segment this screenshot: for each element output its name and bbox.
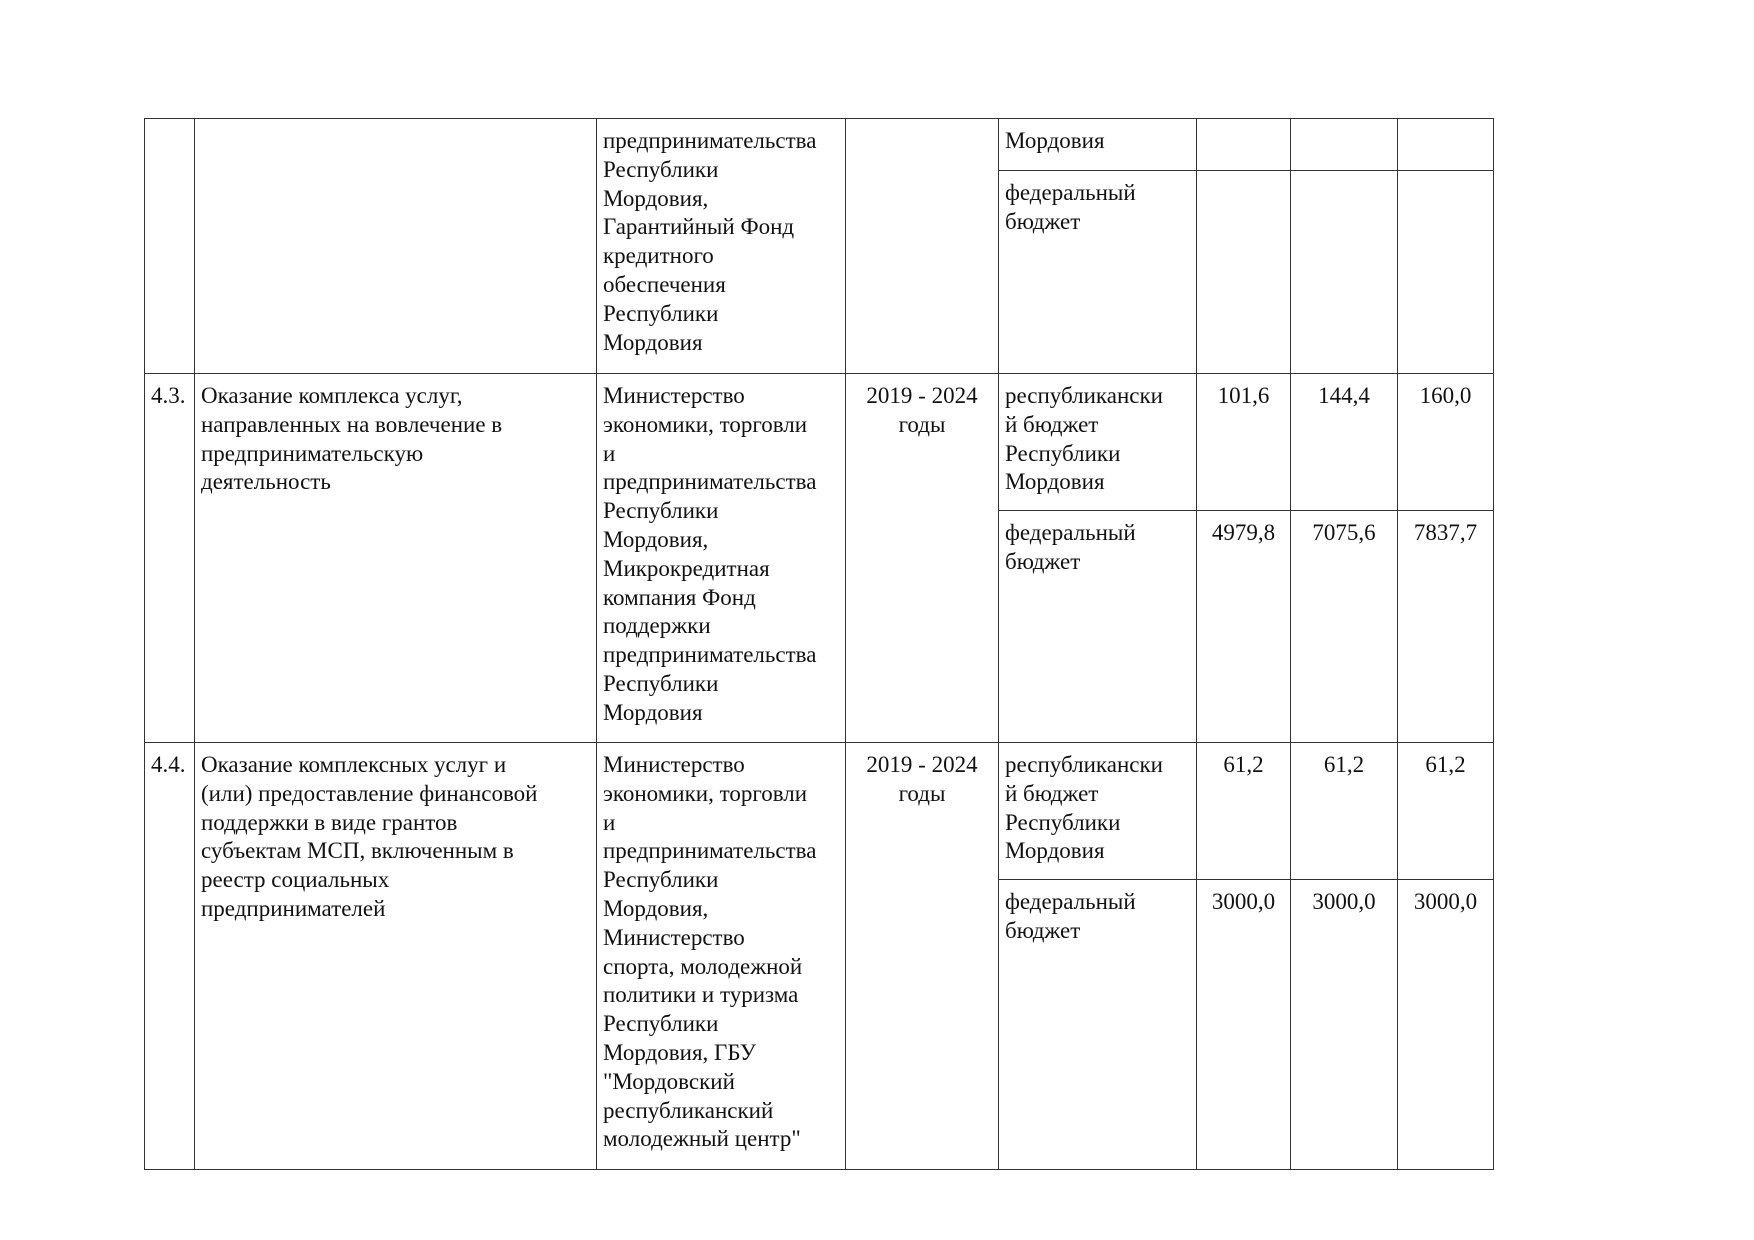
item-number: 4.3. bbox=[145, 374, 195, 743]
funding-source: республикански й бюджет Республики Мордовия bbox=[999, 743, 1197, 880]
funding-source: республикански й бюджет Республики Мордовия bbox=[999, 374, 1197, 511]
value-year-3: 61,2 bbox=[1398, 743, 1494, 880]
value-year-2: 7075,6 bbox=[1291, 511, 1398, 743]
value-year-3: 7837,7 bbox=[1398, 511, 1494, 743]
value-year-3: 160,0 bbox=[1398, 374, 1494, 511]
item-name: Оказание комплексных услуг и (или) предоставление финансовой поддержки в виде грантов субъектам МСП, включенным в реестр социальных предпринимателей bbox=[195, 743, 597, 1170]
value-year-1: 3000,0 bbox=[1197, 880, 1291, 1170]
value-year-1: 61,2 bbox=[1197, 743, 1291, 880]
table-row bbox=[145, 374, 1494, 511]
value-year-2: 61,2 bbox=[1291, 743, 1398, 880]
value-year-1: 4979,8 bbox=[1197, 511, 1291, 743]
value-year-1 bbox=[1197, 171, 1291, 374]
funding-source: федеральный бюджет bbox=[999, 171, 1197, 374]
item-period: 2019 - 2024 годы bbox=[846, 374, 999, 743]
item-period: 2019 - 2024 годы bbox=[846, 743, 999, 1170]
value-year-2: 144,4 bbox=[1291, 374, 1398, 511]
funding-source: федеральный бюджет bbox=[999, 511, 1197, 743]
value-year-2 bbox=[1291, 119, 1398, 171]
value-year-2 bbox=[1291, 171, 1398, 374]
value-year-1 bbox=[1197, 119, 1291, 171]
funding-source: Мордовия bbox=[999, 119, 1197, 171]
funding-source: федеральный бюджет bbox=[999, 880, 1197, 1170]
value-year-2: 3000,0 bbox=[1291, 880, 1398, 1170]
value-year-1: 101,6 bbox=[1197, 374, 1291, 511]
table-row bbox=[145, 743, 1494, 880]
table-row bbox=[145, 119, 1494, 171]
item-period bbox=[846, 119, 999, 374]
item-number: 4.4. bbox=[145, 743, 195, 1170]
budget-table bbox=[144, 118, 1494, 1170]
value-year-3 bbox=[1398, 171, 1494, 374]
item-executor: Министерство экономики, торговли и предпринимательства Республики Мордовия, Микрокредитная компания Фонд поддержки предпринимательства Республики Мордовия bbox=[597, 374, 846, 743]
item-name: Оказание комплекса услуг, направленных на вовлечение в предпринимательскую деятельность bbox=[195, 374, 597, 743]
item-executor: Министерство экономики, торговли и предпринимательства Республики Мордовия, Министерство спорта, молодежной политики и туризма Республики Мордовия, ГБУ "Мордовский республиканский молодежный центр" bbox=[597, 743, 846, 1170]
item-name bbox=[195, 119, 597, 374]
value-year-3 bbox=[1398, 119, 1494, 171]
item-executor: предпринимательства Республики Мордовия, Гарантийный Фонд кредитного обеспечения Республики Мордовия bbox=[597, 119, 846, 374]
item-number bbox=[145, 119, 195, 374]
value-year-3: 3000,0 bbox=[1398, 880, 1494, 1170]
